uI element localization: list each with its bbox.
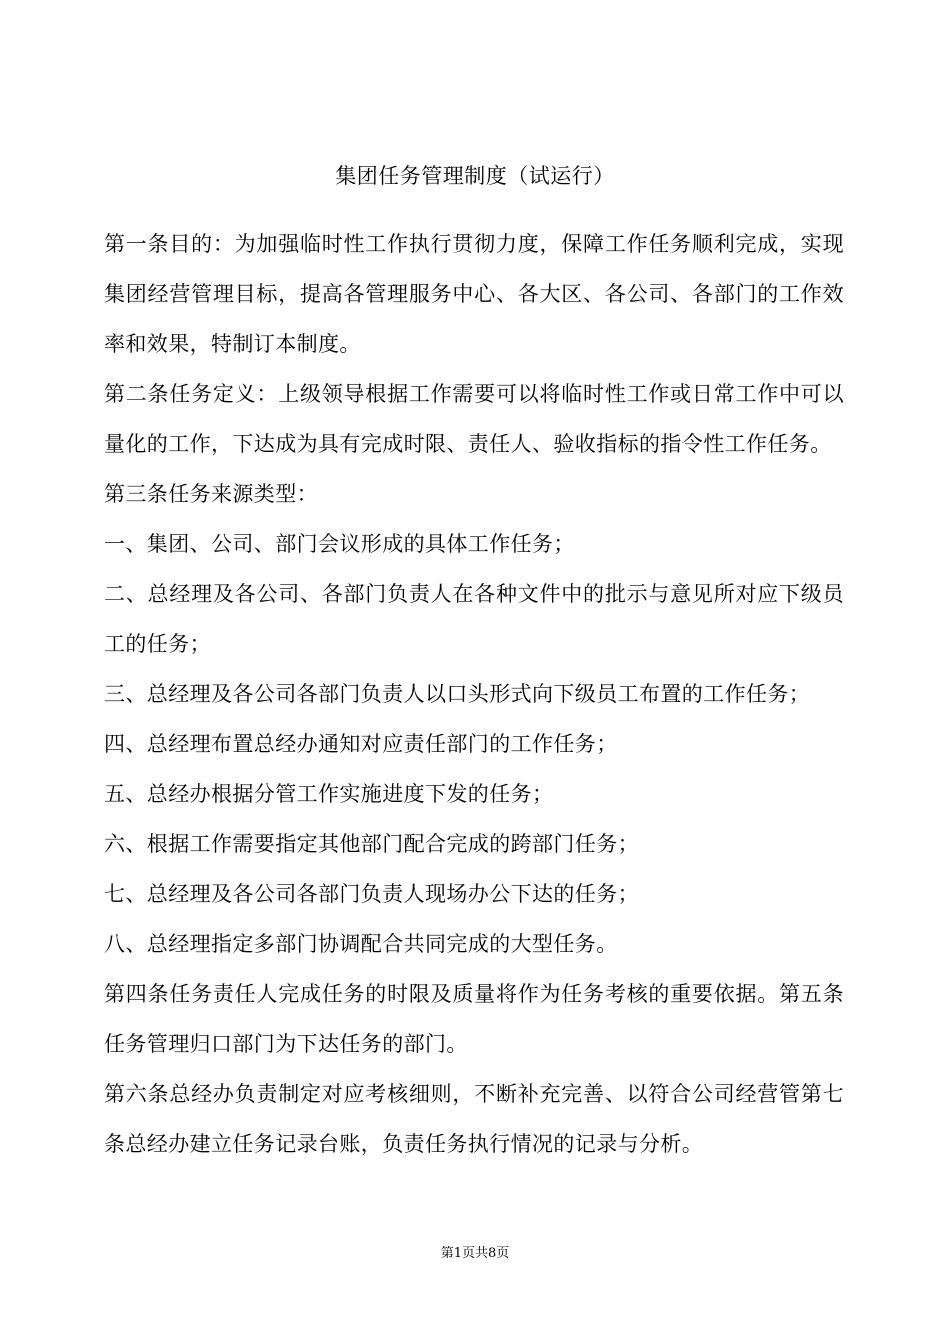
paragraph-article-1: 第一条目的：为加强临时性工作执行贯彻力度，保障工作任务顺利完成，实现集团经营管理目标，提高各管理服务中心、各大区、各公司、各部门的工作效率和效果，特制订本制度。: [104, 232, 844, 356]
paragraph-article-2: 第二条任务定义：上级领导根据工作需要可以将临时性工作或日常工作中可以量化的工作，下达成为具有完成时限、责任人、验收指标的指令性工作任务。: [104, 382, 844, 456]
list-item-source-7: 七、总经理及各公司各部门负责人现场办公下达的任务；: [104, 882, 639, 906]
paragraph-article-6-7: 第六条总经办负责制定对应考核细则，不断补充完善、以符合公司经营管第七条总经办建立任务记录台账，负责任务执行情况的记录与分析。: [104, 1082, 844, 1156]
list-item-source-2: 二、总经理及各公司、各部门负责人在各种文件中的批示与意见所对应下级员工的任务；: [104, 582, 844, 656]
document-title: 集团任务管理制度（试运行）: [335, 164, 615, 188]
page-number: 第1页共8页: [440, 1246, 510, 1261]
list-item-source-6: 六、根据工作需要指定其他部门配合完成的跨部门任务；: [104, 832, 639, 856]
paragraph-article-3: 第三条任务来源类型：: [104, 482, 318, 506]
list-item-source-5: 五、总经办根据分管工作实施进度下发的任务；: [104, 782, 554, 806]
document-body: [104, 219, 844, 1169]
paragraph-article-4-5: 第四条任务责任人完成任务的时限及质量将作为任务考核的重要依据。第五条任务管理归口部门为下达任务的部门。: [104, 982, 844, 1056]
list-item-source-4: 四、总经理布置总经办通知对应责任部门的工作任务；: [104, 732, 618, 756]
list-item-source-8: 八、总经理指定多部门协调配合共同完成的大型任务。: [104, 932, 618, 956]
list-item-source-3: 三、总经理及各公司各部门负责人以口头形式向下级员工布置的工作任务；: [104, 682, 811, 706]
list-item-source-1: 一、集团、公司、部门会议形成的具体工作任务；: [104, 532, 575, 556]
